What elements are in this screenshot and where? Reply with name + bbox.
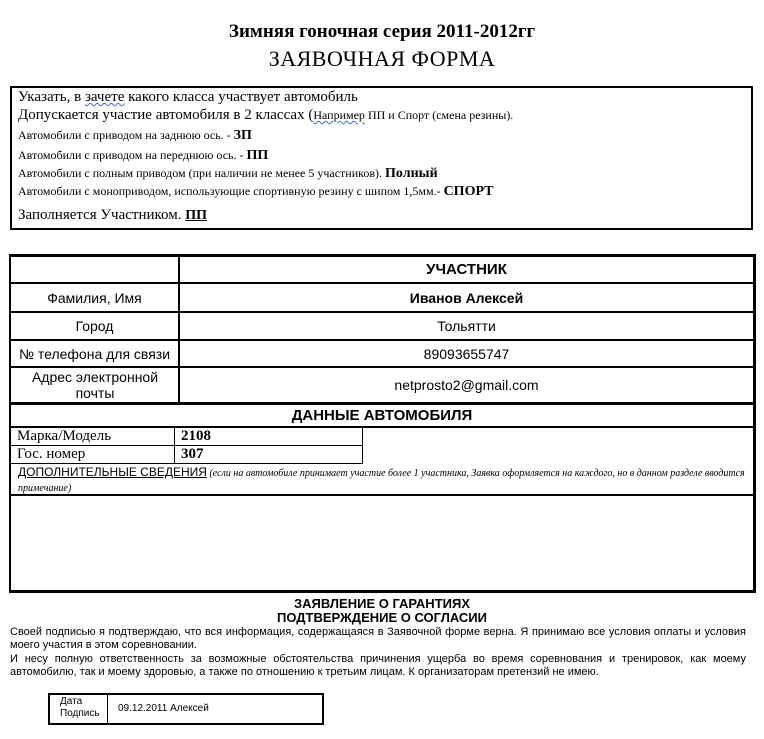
statement-title: ЗАЯВЛЕНИЕ О ГАРАНТИЯХ <box>293 596 470 611</box>
class-sport: Автомобили с моноприводом, использующие спортивную резину с шипом 1,5мм.- СПОРТ <box>18 184 494 199</box>
class-front-drive: Автомобили с приводом на переднюю ось. - ПП <box>18 148 269 163</box>
participant-header: УЧАСТНИК <box>426 260 507 278</box>
class-filled-by-participant: Заполняется Участником. ПП <box>18 207 208 223</box>
statement-paragraph-2: И несу полную ответственность за возможные обстоятельства причинения ущерба во время соревнования и тренировок, как моему автомобилю, так и моему здоровью, а также по отношению к третьим лицам. К организаторам претензий не имею. <box>10 653 746 678</box>
plate-value[interactable]: 307 <box>181 446 204 462</box>
phone-label: № телефона для связи <box>18 345 171 362</box>
class-rear-drive: Автомобили с приводом на заднюю ось. - ЗП <box>18 128 252 143</box>
consent-title: ПОДТВЕРЖДЕНИЕ О СОГЛАСИИ <box>277 610 487 625</box>
signature-value[interactable]: 09.12.2011 Алексей <box>118 703 209 714</box>
selected-class-value[interactable]: ПП <box>185 208 208 223</box>
model-label: Марка/Модель <box>17 428 112 444</box>
statement-paragraph-1: Своей подписью я подтверждаю, что вся информация, содержащаяся в Заявочной форме верна. Я принимаю все условия оплаты и условия моего участия в этом соревновании. <box>10 626 746 651</box>
form-title: ЗАЯВОЧНАЯ ФОРМА <box>268 46 496 71</box>
name-label: Фамилия, Имя <box>47 289 142 306</box>
email-value[interactable]: netprosto2@gmail.com <box>394 377 539 393</box>
city-label: Город <box>75 318 114 334</box>
plate-label: Гос. номер <box>17 446 86 462</box>
series-title: Зимняя гоночная серия 2011-2012гг <box>228 21 536 42</box>
signature-label: Дата Подпись <box>50 695 108 723</box>
name-value[interactable]: Иванов Алексей <box>409 289 524 306</box>
class-full-drive: Автомобили с полным приводом (при наличии не менее 5 участников). Полный <box>18 166 438 181</box>
email-label: Адрес электронной почты <box>31 369 159 401</box>
phone-value[interactable]: 89093655747 <box>423 345 510 362</box>
class-allowed-note: Допускается участие автомобиля в 2 классах (Например ПП и Спорт (смена резины). <box>18 107 514 123</box>
additional-info-caption: ДОПОЛНИТЕЛЬНЫЕ СВЕДЕНИЯ (если на автомобиле принимает участие более 1 участника, Заявка оформляется на каждого, но в данном разделе вводится примечание) <box>18 465 745 494</box>
additional-info-field[interactable] <box>11 496 753 590</box>
model-value[interactable]: 2108 <box>181 428 211 444</box>
class-instruction: Указать, в зачете какого класса участвует автомобиль <box>18 89 358 105</box>
car-data-header: ДАННЫЕ АВТОМОБИЛЯ <box>291 406 473 424</box>
class-selection-box <box>10 86 753 230</box>
signature-box <box>48 693 324 725</box>
city-value[interactable]: Тольятти <box>437 318 496 334</box>
